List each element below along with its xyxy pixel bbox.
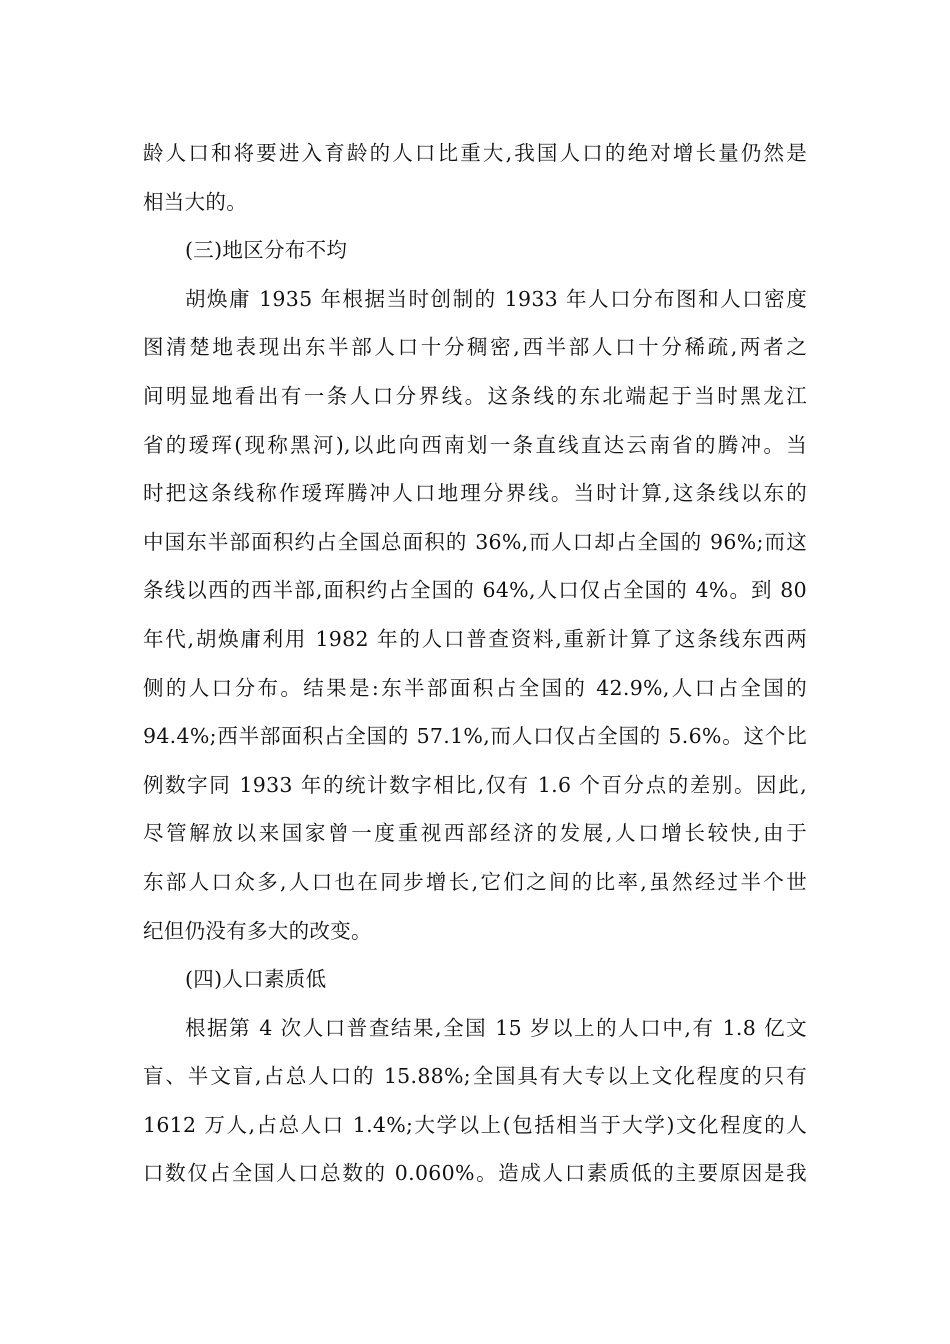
paragraph-line: 相当大的。 — [143, 189, 247, 214]
section-heading: (三)地区分布不均 — [185, 238, 348, 263]
paragraph-line: 94.4%;西半部面积占全国的 57.1%,而人口仅占全国的 5.6%。这个比 — [143, 724, 807, 749]
paragraph-line: 时把这条线称作瑷珲腾冲人口地理分界线。当时计算,这条线以东的 — [143, 481, 807, 506]
paragraph-line: 条线以西的西半部,面积约占全国的 64%,人口仅占全国的 4%。到 80 — [143, 578, 807, 603]
paragraph-line: 口数仅占全国人口总数的 0.060%。造成人口素质低的主要原因是我 — [143, 1161, 807, 1186]
paragraph-line: 中国东半部面积约占全国总面积的 36%,而人口却占全国的 96%;而这 — [143, 529, 807, 554]
paragraph-line: 1612 万人,占总人口 1.4%;大学以上(包括相当于大学)文化程度的人 — [143, 1112, 807, 1137]
paragraph-line: 胡焕庸 1935 年根据当时创制的 1933 年人口分布图和人口密度 — [185, 286, 807, 311]
paragraph-line: 尽管解放以来国家曾一度重视西部经济的发展,人口增长较快,由于 — [143, 821, 807, 846]
paragraph-line: 侧的人口分布。结果是:东半部面积占全国的 42.9%,人口占全国的 — [143, 675, 807, 700]
paragraph-line: 间明显地看出有一条人口分界线。这条线的东北端起于当时黑龙江 — [143, 383, 807, 408]
section-heading: (四)人口素质低 — [185, 967, 327, 992]
document-page — [143, 129, 807, 1198]
paragraph-line: 龄人口和将要进入育龄的人口比重大,我国人口的绝对增长量仍然是 — [143, 141, 807, 165]
paragraph-line: 省的瑷珲(现称黑河),以此向西南划一条直线直达云南省的腾冲。当 — [143, 432, 807, 457]
paragraph-line: 纪但仍没有多大的改变。 — [143, 918, 372, 943]
paragraph-line: 盲、半文盲,占总人口的 15.88%;全国具有大专以上文化程度的只有 — [143, 1064, 807, 1089]
paragraph-line: 例数字同 1933 年的统计数字相比,仅有 1.6 个百分点的差别。因此, — [143, 772, 807, 797]
paragraph-line: 图清楚地表现出东半部人口十分稠密,西半部人口十分稀疏,两者之 — [143, 335, 807, 360]
paragraph-line: 年代,胡焕庸利用 1982 年的人口普查资料,重新计算了这条线东西两 — [143, 626, 807, 651]
paragraph-line: 东部人口众多,人口也在同步增长,它们之间的比率,虽然经过半个世 — [143, 869, 807, 894]
paragraph-line: 根据第 4 次人口普查结果,全国 15 岁以上的人口中,有 1.8 亿文 — [185, 1015, 807, 1040]
